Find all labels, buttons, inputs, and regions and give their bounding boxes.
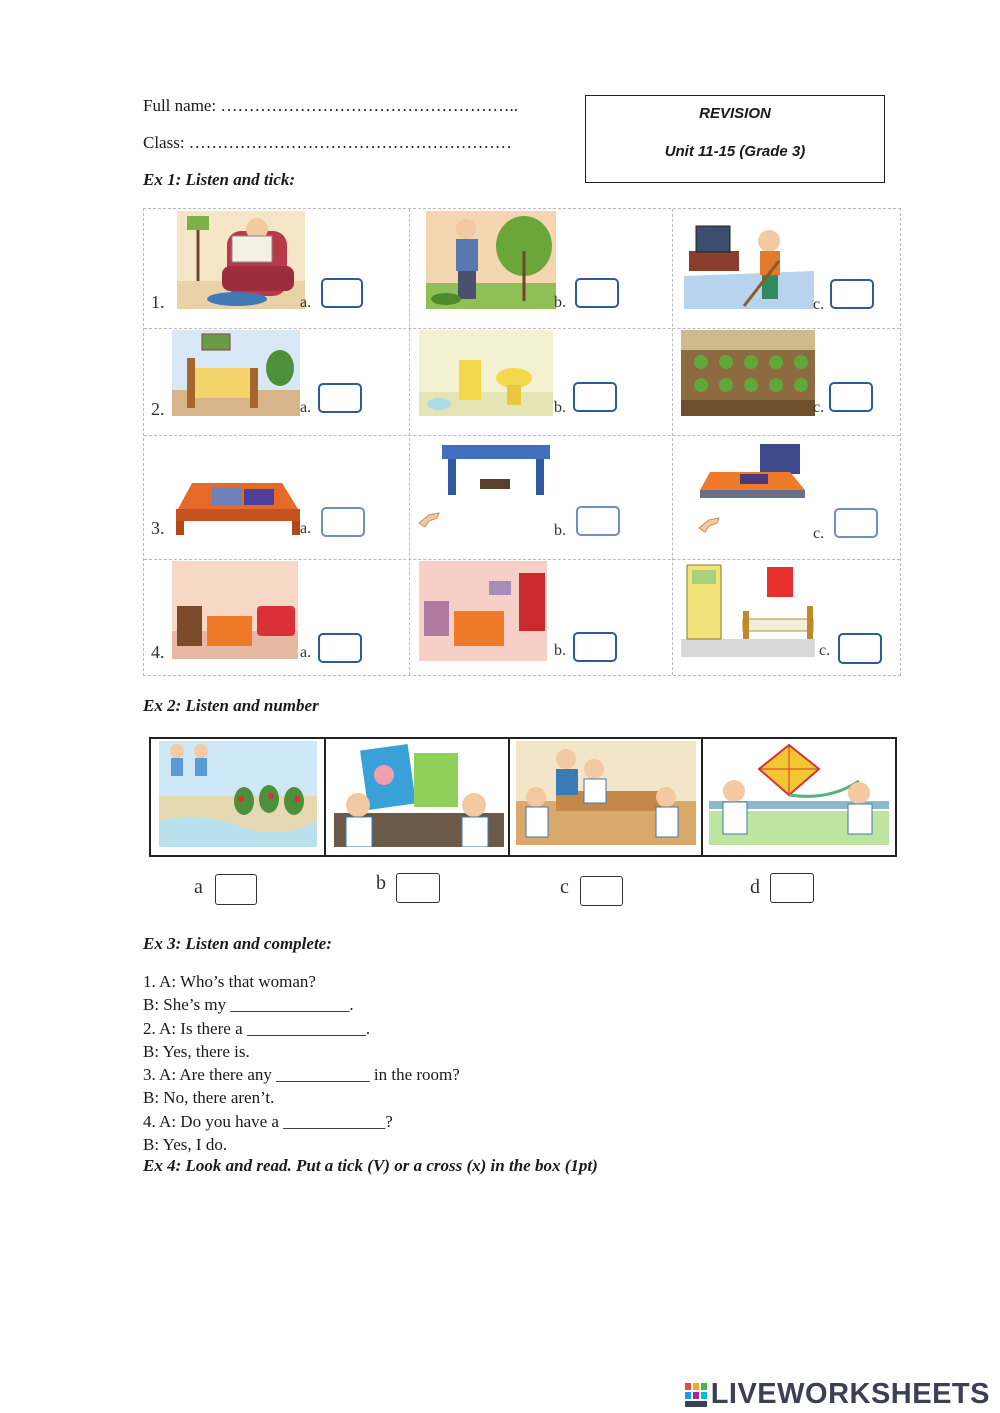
picture-room-with-sofa [172,561,298,659]
option-label: b. [554,522,566,539]
row-number: 2. [151,399,165,419]
ex2-title: Ex 2: Listen and number [143,696,319,715]
tick-box-2b[interactable] [573,382,617,412]
picture-b-drawings [334,743,504,847]
number-box-a[interactable] [215,874,257,905]
option-label: b. [554,294,566,311]
liveworksheets-logo [684,1378,990,1411]
picture-d-kite [709,741,889,845]
dialogue-line: B: No, there aren’t. [143,1088,275,1108]
picture-gardening [426,211,556,309]
hand-pointer-icon [417,509,443,529]
option-label: c. [819,642,831,659]
dialogue-line: B: Yes, I do. [143,1135,228,1155]
picture-c-kitchen [516,741,696,845]
option-label: b. [554,399,566,416]
picture-bedroom [172,330,300,416]
picture-sweeping-floor [684,211,814,309]
picture-books-on-table [172,473,302,537]
number-box-b[interactable] [396,873,440,903]
picture-books-under-table [440,439,552,499]
row-number: 3. [151,518,165,538]
tick-box-3b[interactable] [576,506,620,536]
tick-box-1b[interactable] [575,278,619,308]
picture-room-with-door-and-bed [681,561,815,657]
tick-box-2a[interactable] [318,383,362,413]
option-label: c. [813,525,825,542]
tick-box-4c[interactable] [838,633,882,664]
ex4-title: Ex 4: Look and read. Put a tick (V) or a cross (x) in the box (1pt) [143,1156,598,1175]
picture-bathroom [419,330,553,416]
liveworksheets-logo-icon [684,1382,708,1408]
ex2-label-d: d [750,876,760,898]
option-label: a. [300,399,312,416]
number-box-d[interactable] [770,873,814,903]
tick-box-1a[interactable] [321,278,363,308]
ex2-label-b: b [376,872,386,894]
ex3-dialogue [143,970,460,1156]
option-label: a. [300,294,312,311]
logo-text: LIVEWORKSHEETS [710,1378,990,1410]
picture-vegetable-garden [681,330,815,416]
tick-box-1c[interactable] [830,279,874,309]
option-label: a. [300,644,312,661]
tick-box-4a[interactable] [318,633,362,663]
ex2-picture-strip [149,737,897,857]
hand-pointer-icon [697,514,723,534]
picture-a-garden [159,741,317,847]
number-box-c[interactable] [580,876,623,906]
dialogue-line: B: She’s my ______________. [143,995,354,1015]
dialogue-line: 4. A: Do you have a ____________? [143,1111,393,1131]
dialogue-line: 1. A: Who’s that woman? [143,972,316,991]
ex1-grid [143,208,901,676]
option-label: c. [813,296,825,313]
option-label: b. [554,642,566,659]
tick-box-4b[interactable] [573,632,617,662]
dialogue-line: 2. A: Is there a ______________. [143,1018,371,1038]
dialogue-line: 3. A: Are there any ___________ in the room? [143,1065,460,1085]
picture-room-with-wardrobe [419,561,547,661]
class-label: Class: ………………………………………………… [143,133,512,152]
tick-box-3c[interactable] [834,508,878,538]
picture-books-on-bed [700,442,810,506]
dialogue-line: B: Yes, there is. [143,1041,250,1061]
ex2-label-a: a [194,876,203,898]
option-label: c. [813,399,825,416]
tick-box-3a[interactable] [321,507,365,537]
revision-title: REVISION [699,105,771,122]
revision-box [585,95,885,183]
row-number: 4. [151,642,165,662]
full-name-label: Full name: …………………………………………….. [143,96,518,115]
option-label: a. [300,520,312,537]
ex2-label-c: c [560,876,569,898]
picture-grandfather-reading [177,211,305,309]
unit-line: Unit 11-15 (Grade 3) [664,143,806,160]
ex3-title: Ex 3: Listen and complete: [143,934,332,953]
ex1-title: Ex 1: Listen and tick: [143,170,296,189]
tick-box-2c[interactable] [829,382,873,412]
row-number: 1. [151,292,165,312]
